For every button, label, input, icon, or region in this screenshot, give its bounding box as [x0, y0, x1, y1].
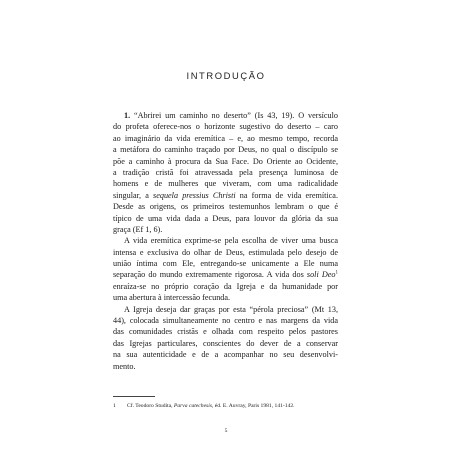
line-text: ao imaginário da vida eremítica – e, ao mesmo tempo, recorda [113, 133, 338, 143]
text-line [113, 178, 338, 189]
text-line [113, 281, 338, 292]
line-text: a metáfora do caminho traçado por Deus, no qual o discípulo se [113, 145, 338, 155]
line-text: das Igrejas particulares, conscientes do dever de a conservar [113, 338, 338, 348]
text-line [113, 361, 338, 372]
page-number: 5 [224, 428, 228, 434]
line-text-pre: separação do mundo extremamente rigorosa. A vida dos [113, 270, 307, 280]
chapter-heading: INTRODUÇÃO [186, 70, 266, 81]
footnote-divider [113, 396, 155, 397]
text-line [113, 121, 338, 132]
line-text: típico de uma vida dada a Deus, para louvor da glória da sua [113, 213, 338, 223]
line-text: A vida eremítica exprime-se pela escolha de viver uma busca [124, 236, 338, 246]
footnote-marker: 1 [113, 403, 116, 409]
text-line [113, 247, 338, 258]
line-text: intensa e exclusiva do olhar de Deus, estimulada pelo desejo de [113, 247, 338, 257]
text-line [113, 235, 338, 246]
italic-phrase: sequela pressius Christi [153, 190, 236, 200]
line-text: na sua autenticidade e de a acompanhar no seu desenvolvi- [113, 350, 338, 360]
line-text: 44), colocada simultaneamente no centro e nas margens da vida [113, 316, 338, 326]
text-line [113, 224, 338, 235]
line-text-pre: singular, a [113, 190, 154, 200]
text-line [113, 144, 338, 155]
line-text: na forma de vida eremítica. [235, 190, 338, 200]
footnote-text-post: , éd. E. Auvray, Paris 1981, 141-142. [211, 403, 295, 409]
body-text [113, 110, 338, 372]
text-line [113, 338, 338, 349]
line-text: uma abertura à intercessão fecunda. [113, 293, 231, 303]
text-line [113, 201, 338, 212]
text-line [113, 326, 338, 337]
line-text: homens e de mulheres que viveram, com uma radicalidade [113, 179, 338, 189]
text-line [113, 292, 338, 303]
line-text: a tradição cristã foi atravessada pela presença luminosa de [113, 167, 338, 177]
text-line [113, 304, 338, 315]
text-line [113, 156, 338, 167]
line-text: “Abrirei um caminho no deserto” (Is 43, 19). O versículo [130, 111, 338, 120]
paragraph-number: 1. [124, 111, 131, 120]
text-line [113, 349, 338, 360]
line-text: Desde as origens, os primeiros testemunhos lembram o que é [113, 202, 338, 212]
line-text: união íntima com Ele, entregando-se unicamente a Ele numa [113, 259, 338, 269]
line-text: das comunidades cristãs e olhada com respeito pelos pastores [113, 327, 338, 337]
text-line [113, 269, 338, 280]
text-line [113, 110, 338, 121]
text-line [113, 190, 338, 201]
footnote-title: Parva catechesis [173, 403, 212, 409]
text-line [113, 213, 338, 224]
italic-phrase: soli Deo [306, 270, 336, 280]
footnote [113, 403, 373, 410]
footnote-reference: 1 [335, 270, 338, 276]
text-line [113, 258, 338, 269]
footnote-text-pre: Cf. Teodoro Studita, [127, 403, 174, 409]
line-text: do profeta oferece-nos o horizonte sugestivo do deserto – caro [113, 122, 338, 132]
text-line [113, 133, 338, 144]
text-line [113, 167, 338, 178]
line-text: mento. [113, 361, 136, 371]
line-text: põe a caminho à procura da Sua Face. Do Oriente ao Ocidente, [113, 156, 338, 166]
line-text: enraíza-se no próprio coração da Igreja e da humanidade por [113, 281, 338, 291]
line-text: graça (Ef 1, 6). [113, 224, 163, 234]
text-line [113, 315, 338, 326]
line-text: A Igreja deseja dar graças por esta “pérola preciosa” (Mt 13, [124, 304, 338, 314]
